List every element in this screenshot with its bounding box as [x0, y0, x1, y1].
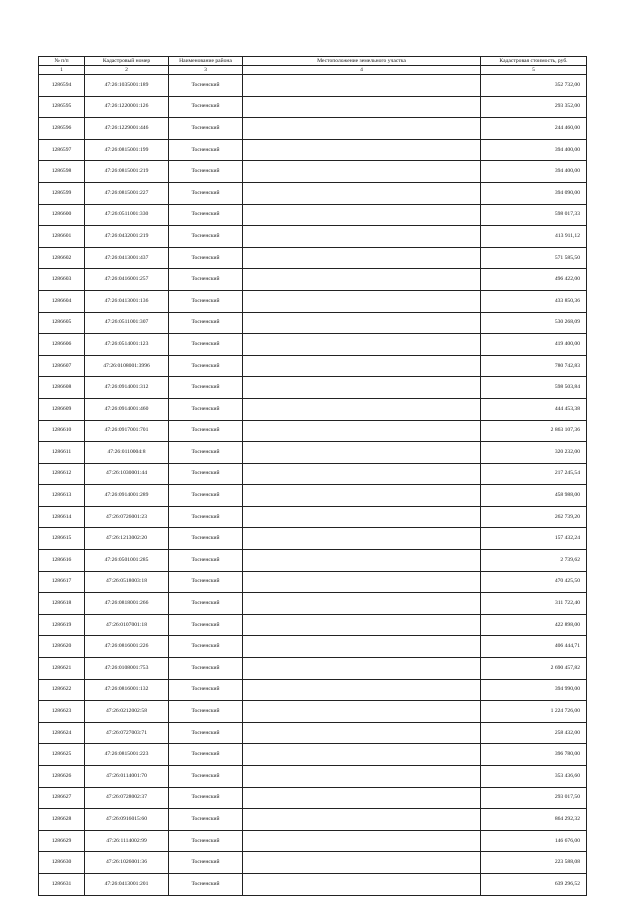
cell-cadastral-number: 47:26:0917001:701 [85, 420, 169, 442]
cell-row-number: 1286613 [39, 485, 85, 507]
cell-cadastral-value: 419 400,00 [481, 334, 587, 356]
cell-cadastral-number: 47:26:0212002:58 [85, 701, 169, 723]
table-row [39, 571, 587, 593]
table-row [39, 809, 587, 831]
cell-row-number: 1286611 [39, 442, 85, 464]
cell-row-number: 1286617 [39, 571, 85, 593]
cell-cadastral-value: 470 425,50 [481, 571, 587, 593]
cell-row-number: 1286605 [39, 312, 85, 334]
cell-district: Тосненский [169, 75, 243, 97]
cell-cadastral-number: 47:26:0511001:330 [85, 204, 169, 226]
cell-cadastral-value: 571 585,50 [481, 247, 587, 269]
cell-row-number: 1286598 [39, 161, 85, 183]
cell-cadastral-number: 47:26:0501001:285 [85, 550, 169, 572]
cell-row-number: 1286609 [39, 398, 85, 420]
cell-location [243, 830, 481, 852]
cell-cadastral-number: 47:26:0815001:223 [85, 744, 169, 766]
cell-cadastral-value: 320 232,00 [481, 442, 587, 464]
cell-cadastral-value: 2 690 457,82 [481, 658, 587, 680]
table-row [39, 766, 587, 788]
cell-row-number: 1286622 [39, 679, 85, 701]
cell-location [243, 182, 481, 204]
table-row [39, 550, 587, 572]
cell-location [243, 312, 481, 334]
cell-cadastral-number: 47:26:0511001:307 [85, 312, 169, 334]
cell-row-number: 1286602 [39, 247, 85, 269]
cell-district: Тосненский [169, 442, 243, 464]
cell-location [243, 766, 481, 788]
cell-district: Тосненский [169, 766, 243, 788]
cell-row-number: 1286612 [39, 463, 85, 485]
cell-location [243, 873, 481, 895]
cell-cadastral-number: 47:26:0114001:70 [85, 766, 169, 788]
table-row [39, 636, 587, 658]
cell-location [243, 269, 481, 291]
col-number-1: 1 [39, 66, 85, 75]
table-body [39, 75, 587, 896]
cell-cadastral-number: 47:26:1213002:20 [85, 528, 169, 550]
cell-location [243, 614, 481, 636]
cell-cadastral-value: 157 432,24 [481, 528, 587, 550]
cell-district: Тосненский [169, 636, 243, 658]
cell-location [243, 96, 481, 118]
cell-location [243, 571, 481, 593]
cell-cadastral-value: 1 224 726,00 [481, 701, 587, 723]
table-row [39, 290, 587, 312]
cell-district: Тосненский [169, 614, 243, 636]
cell-cadastral-number: 47:26:1026001:36 [85, 852, 169, 874]
cell-cadastral-value: 864 292,32 [481, 809, 587, 831]
cell-cadastral-number: 47:26:1114002:99 [85, 830, 169, 852]
cell-location [243, 809, 481, 831]
col-header-cadastral-number: Кадастровый номер [85, 57, 169, 66]
table-row [39, 679, 587, 701]
table-row [39, 118, 587, 140]
cell-row-number: 1286604 [39, 290, 85, 312]
cell-cadastral-value: 394 400,00 [481, 139, 587, 161]
cell-location [243, 658, 481, 680]
col-number-2: 2 [85, 66, 169, 75]
cell-row-number: 1286610 [39, 420, 85, 442]
cell-cadastral-number: 47:26:0107001:18 [85, 614, 169, 636]
cell-cadastral-number: 47:26:0413001:201 [85, 873, 169, 895]
cell-district: Тосненский [169, 334, 243, 356]
cell-cadastral-value: 639 296,52 [481, 873, 587, 895]
cell-cadastral-number: 47:26:0726001:23 [85, 506, 169, 528]
cell-district: Тосненский [169, 744, 243, 766]
cell-cadastral-value: 293 352,00 [481, 96, 587, 118]
cell-cadastral-number: 47:26:0916015:60 [85, 809, 169, 831]
cell-row-number: 1286608 [39, 377, 85, 399]
cell-location [243, 204, 481, 226]
cell-cadastral-number: 47:26:0818001:266 [85, 593, 169, 615]
cell-location [243, 722, 481, 744]
cell-location [243, 636, 481, 658]
cell-row-number: 1286603 [39, 269, 85, 291]
table-row [39, 852, 587, 874]
cadastral-value-table [38, 56, 587, 896]
cell-district: Тосненский [169, 593, 243, 615]
cell-cadastral-number: 47:26:1229001:446 [85, 118, 169, 140]
cell-cadastral-value: 458 988,00 [481, 485, 587, 507]
cell-district: Тосненский [169, 506, 243, 528]
cell-cadastral-value: 2 863 107,36 [481, 420, 587, 442]
cell-cadastral-number: 47:26:0514001:123 [85, 334, 169, 356]
cell-location [243, 485, 481, 507]
table-row [39, 701, 587, 723]
col-header-location: Местоположение земельного участка [243, 57, 481, 66]
cell-cadastral-number: 47:26:0914001:460 [85, 398, 169, 420]
cell-location [243, 161, 481, 183]
cell-district: Тосненский [169, 204, 243, 226]
cell-district: Тосненский [169, 701, 243, 723]
cell-location [243, 247, 481, 269]
cell-district: Тосненский [169, 355, 243, 377]
cell-district: Тосненский [169, 420, 243, 442]
table-column-number-row [39, 66, 587, 75]
cell-district: Тосненский [169, 182, 243, 204]
cell-row-number: 1286621 [39, 658, 85, 680]
cell-row-number: 1286628 [39, 809, 85, 831]
cell-cadastral-value: 433 850,36 [481, 290, 587, 312]
cell-district: Тосненский [169, 852, 243, 874]
cell-cadastral-number: 47:26:0413001:136 [85, 290, 169, 312]
cell-location [243, 226, 481, 248]
cell-cadastral-number: 47:26:0914001:312 [85, 377, 169, 399]
document-page [38, 56, 586, 896]
cell-district: Тосненский [169, 830, 243, 852]
cell-cadastral-value: 293 017,50 [481, 787, 587, 809]
table-row [39, 420, 587, 442]
cell-row-number: 1286594 [39, 75, 85, 97]
cell-district: Тосненский [169, 398, 243, 420]
cell-row-number: 1286606 [39, 334, 85, 356]
cell-row-number: 1286623 [39, 701, 85, 723]
cell-district: Тосненский [169, 571, 243, 593]
col-number-4: 4 [243, 66, 481, 75]
cell-location [243, 787, 481, 809]
cell-row-number: 1286599 [39, 182, 85, 204]
cell-row-number: 1286595 [39, 96, 85, 118]
table-row [39, 442, 587, 464]
cell-cadastral-number: 47:26:0108001:753 [85, 658, 169, 680]
cell-cadastral-value: 394 090,00 [481, 182, 587, 204]
cell-district: Тосненский [169, 118, 243, 140]
cell-location [243, 75, 481, 97]
cell-district: Тосненский [169, 658, 243, 680]
cell-row-number: 1286631 [39, 873, 85, 895]
cell-cadastral-value: 444 453,38 [481, 398, 587, 420]
cell-district: Тосненский [169, 290, 243, 312]
cell-row-number: 1286601 [39, 226, 85, 248]
table-row [39, 75, 587, 97]
table-row [39, 269, 587, 291]
table-row [39, 528, 587, 550]
cell-location [243, 118, 481, 140]
cell-location [243, 355, 481, 377]
cell-cadastral-value: 244 460,00 [481, 118, 587, 140]
cell-location [243, 550, 481, 572]
cell-district: Тосненский [169, 809, 243, 831]
cell-location [243, 506, 481, 528]
table-row [39, 139, 587, 161]
cell-cadastral-value: 146 676,00 [481, 830, 587, 852]
cell-cadastral-value: 396 780,00 [481, 744, 587, 766]
table-row [39, 593, 587, 615]
cell-location [243, 334, 481, 356]
col-header-no: № п/п [39, 57, 85, 66]
cell-cadastral-number: 47:26:0728002:37 [85, 787, 169, 809]
cell-district: Тосненский [169, 269, 243, 291]
cell-row-number: 1286629 [39, 830, 85, 852]
cell-cadastral-value: 598 503,84 [481, 377, 587, 399]
cell-cadastral-number: 47:26:0815001:227 [85, 182, 169, 204]
cell-cadastral-number: 47:26:0110004:8 [85, 442, 169, 464]
table-row [39, 830, 587, 852]
cell-row-number: 1286615 [39, 528, 85, 550]
cell-district: Тосненский [169, 226, 243, 248]
table-row [39, 247, 587, 269]
cell-cadastral-value: 394 990,00 [481, 679, 587, 701]
cell-cadastral-value: 780 742,83 [481, 355, 587, 377]
cell-cadastral-number: 47:26:0108001:3996 [85, 355, 169, 377]
table-row [39, 873, 587, 895]
cell-district: Тосненский [169, 679, 243, 701]
cell-cadastral-value: 394 400,00 [481, 161, 587, 183]
cell-cadastral-value: 413 911,12 [481, 226, 587, 248]
cell-location [243, 679, 481, 701]
table-row [39, 614, 587, 636]
cell-location [243, 139, 481, 161]
cell-row-number: 1286626 [39, 766, 85, 788]
cell-cadastral-number: 47:26:1220001:126 [85, 96, 169, 118]
col-header-district: Наименование района [169, 57, 243, 66]
cell-location [243, 398, 481, 420]
table-row [39, 722, 587, 744]
cell-cadastral-number: 47:26:0816001:226 [85, 636, 169, 658]
cell-cadastral-value: 353 436,60 [481, 766, 587, 788]
cell-cadastral-value: 258 432,00 [481, 722, 587, 744]
cell-cadastral-number: 47:26:0816001:132 [85, 679, 169, 701]
cell-row-number: 1286597 [39, 139, 85, 161]
cell-row-number: 1286614 [39, 506, 85, 528]
table-row [39, 312, 587, 334]
cell-cadastral-value: 496 422,00 [481, 269, 587, 291]
cell-district: Тосненский [169, 485, 243, 507]
cell-row-number: 1286625 [39, 744, 85, 766]
cell-location [243, 290, 481, 312]
table-row [39, 398, 587, 420]
table-row [39, 377, 587, 399]
cell-district: Тосненский [169, 96, 243, 118]
cell-row-number: 1286624 [39, 722, 85, 744]
cell-cadastral-value: 311 722,40 [481, 593, 587, 615]
table-row [39, 355, 587, 377]
table-row [39, 182, 587, 204]
cell-cadastral-value: 422 898,00 [481, 614, 587, 636]
cell-cadastral-number: 47:26:0416001:257 [85, 269, 169, 291]
cell-cadastral-number: 47:26:0518003:18 [85, 571, 169, 593]
cell-cadastral-number: 47:26:0815001:199 [85, 139, 169, 161]
cell-row-number: 1286616 [39, 550, 85, 572]
cell-cadastral-value: 223 588,08 [481, 852, 587, 874]
cell-cadastral-value: 2 739,62 [481, 550, 587, 572]
cell-district: Тосненский [169, 722, 243, 744]
cell-cadastral-number: 47:26:0432001:219 [85, 226, 169, 248]
cell-district: Тосненский [169, 377, 243, 399]
table-row [39, 658, 587, 680]
cell-district: Тосненский [169, 247, 243, 269]
cell-row-number: 1286620 [39, 636, 85, 658]
cell-district: Тосненский [169, 528, 243, 550]
cell-district: Тосненский [169, 312, 243, 334]
cell-district: Тосненский [169, 873, 243, 895]
table-row [39, 744, 587, 766]
cell-location [243, 852, 481, 874]
cell-row-number: 1286630 [39, 852, 85, 874]
cell-district: Тосненский [169, 550, 243, 572]
cell-cadastral-number: 47:26:0815001:219 [85, 161, 169, 183]
cell-cadastral-value: 406 444,71 [481, 636, 587, 658]
col-number-3: 3 [169, 66, 243, 75]
cell-district: Тосненский [169, 463, 243, 485]
cell-cadastral-value: 598 017,33 [481, 204, 587, 226]
table-row [39, 96, 587, 118]
cell-cadastral-number: 47:26:1030001:44 [85, 463, 169, 485]
cell-district: Тосненский [169, 787, 243, 809]
col-header-cadastral-value: Кадастровая стоимость, руб. [481, 57, 587, 66]
table-row [39, 161, 587, 183]
cell-location [243, 420, 481, 442]
cell-location [243, 442, 481, 464]
cell-district: Тосненский [169, 161, 243, 183]
table-row [39, 506, 587, 528]
cell-location [243, 377, 481, 399]
table-row [39, 787, 587, 809]
cell-row-number: 1286596 [39, 118, 85, 140]
table-row [39, 485, 587, 507]
cell-location [243, 528, 481, 550]
cell-location [243, 701, 481, 723]
table-row [39, 463, 587, 485]
cell-row-number: 1286607 [39, 355, 85, 377]
cell-district: Тосненский [169, 139, 243, 161]
cell-cadastral-number: 47:26:0914001:289 [85, 485, 169, 507]
col-number-5: 5 [481, 66, 587, 75]
cell-cadastral-number: 47:26:1035001:189 [85, 75, 169, 97]
cell-row-number: 1286619 [39, 614, 85, 636]
table-row [39, 226, 587, 248]
table-row [39, 204, 587, 226]
cell-cadastral-value: 262 739,20 [481, 506, 587, 528]
cell-location [243, 593, 481, 615]
cell-cadastral-value: 352 732,00 [481, 75, 587, 97]
cell-cadastral-number: 47:26:0727003:71 [85, 722, 169, 744]
cell-cadastral-number: 47:26:0413001:437 [85, 247, 169, 269]
cell-row-number: 1286618 [39, 593, 85, 615]
table-row [39, 334, 587, 356]
cell-location [243, 744, 481, 766]
cell-cadastral-value: 217 245,54 [481, 463, 587, 485]
cell-row-number: 1286627 [39, 787, 85, 809]
cell-row-number: 1286600 [39, 204, 85, 226]
table-header-row [39, 57, 587, 66]
cell-cadastral-value: 530 268,09 [481, 312, 587, 334]
cell-location [243, 463, 481, 485]
